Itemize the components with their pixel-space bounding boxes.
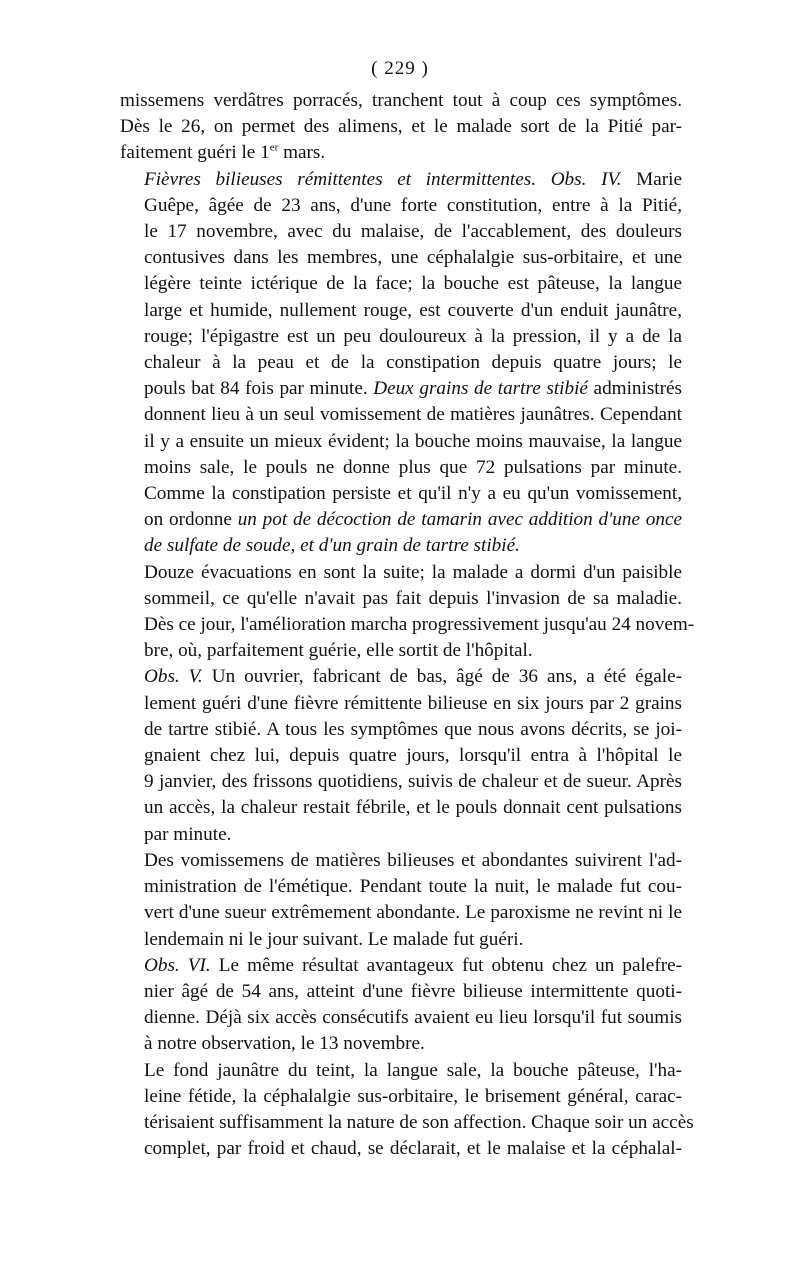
text-line: leine fétide, la céphalalgie sus-orbitaire, le brisement général, carac- xyxy=(144,1085,682,1107)
text-line xyxy=(120,167,682,193)
text-line: bre, où, parfaitement guérie, elle sortit de l'hôpital. xyxy=(144,640,533,662)
text-line: le 17 novembre, avec du malaise, de l'accablement, des douleurs xyxy=(144,221,682,243)
text-line: légère teinte ictérique de la face; la bouche est pâteuse, la langue xyxy=(144,273,682,295)
text-line: rouge; l'épigastre est un peu douloureux à la pression, il y a de la xyxy=(144,325,682,347)
paragraph-continuation xyxy=(120,88,682,167)
text-line: à notre observation, le 13 novembre. xyxy=(144,1033,425,1055)
text-line: missemens verdâtres porracés, tranchent tout à coup ces symptômes. xyxy=(120,90,682,111)
text-line: lendemain ni le jour suivant. Le malade fut guéri. xyxy=(144,928,524,950)
text-line: térisaient suffisamment la nature de son affection. Chaque soir un accès xyxy=(144,1111,694,1133)
text-line: par minute. xyxy=(144,823,232,845)
text-line: il y a ensuite un mieux évident; la bouche moins mauvaise, la langue xyxy=(144,430,682,452)
text-line: contusives dans les membres, une céphalalgie sus-orbitaire, et une xyxy=(144,247,682,269)
text-line: large et humide, nullement rouge, est couverte d'un enduit jaunâtre, xyxy=(144,299,682,321)
text-fragment: on ordonne xyxy=(144,509,238,531)
text-line: 9 janvier, des frissons quotidiens, suivis de chaleur et de sueur. Après xyxy=(144,771,682,793)
text-line: nier âgé de 54 ans, atteint d'une fièvre bilieuse intermittente quoti- xyxy=(144,980,682,1002)
paragraph xyxy=(120,848,682,953)
paragraph xyxy=(120,560,695,665)
obs-label: Obs. IV. xyxy=(550,168,622,190)
text-line: complet, par froid et chaud, se déclarait, et le malaise et la céphalal- xyxy=(144,1138,682,1160)
italic-fragment: un pot de décoction de tamarin avec addition d'une once xyxy=(237,509,682,531)
text-fragment: Un ouvrier, fabricant de bas, âgé de 36 ans, a été égale- xyxy=(202,666,682,688)
paragraph-obs-vi xyxy=(120,953,682,1058)
page-number: ( 229 ) xyxy=(371,58,429,79)
text-fragment: faitement guéri le 1 xyxy=(120,142,270,164)
italic-fragment: Deux grains de tartre stibié xyxy=(373,378,588,400)
text-fragment: mars. xyxy=(278,142,326,164)
text-line: Dès le 26, on permet des alimens, et le malade sort de la Pitié par- xyxy=(120,116,682,138)
text-line: Comme la constipation persiste et qu'il n'y a eu qu'un vomissement, xyxy=(144,483,682,505)
text-line xyxy=(120,140,682,166)
text-line: ministration de l'émétique. Pendant toute la nuit, le malade fut cou- xyxy=(144,876,682,898)
text-line: Le fond jaunâtre du teint, la langue sale, la bouche pâteuse, l'ha- xyxy=(144,1059,682,1081)
text-line xyxy=(120,953,682,979)
text-line: chaleur à la peau et de la constipation depuis quatre jours; le xyxy=(144,352,682,374)
text-line: lement guéri d'une fièvre rémittente bilieuse en six jours par 2 grains xyxy=(144,692,682,714)
text-fragment: Le même résultat avantageux fut obtenu chez un palefre- xyxy=(210,954,683,976)
obs-label: Obs. VI. xyxy=(144,954,211,976)
text-line xyxy=(120,507,682,533)
text-fragment: Marie xyxy=(621,168,682,190)
text-line: donnent lieu à un seul vomissement de matières jaunâtres. Cependant xyxy=(144,404,682,426)
text-line: sommeil, ce qu'elle n'avait pas fait depuis l'invasion de sa maladie. xyxy=(144,587,682,609)
paragraph-obs-v xyxy=(120,664,682,847)
text-line: un accès, la chaleur restait fébrile, et le pouls donnait cent pulsations xyxy=(144,797,682,819)
text-fragment: administrés xyxy=(587,378,683,400)
italic-fragment: de sulfate de soude, et d'un grain de tartre stibié. xyxy=(144,535,520,557)
text-line: moins sale, le pouls ne donne plus que 72 pulsations par minute. xyxy=(144,456,682,478)
paragraph xyxy=(120,1058,694,1163)
superscript-er: er xyxy=(269,142,279,155)
text-line: Des vomissemens de matières bilieuses et abondantes suivirent l'ad- xyxy=(144,849,682,871)
text-line: Douze évacuations en sont la suite; la malade a dormi d'un paisible xyxy=(144,561,682,583)
obs-label: Obs. V. xyxy=(144,666,203,688)
text-fragment: pouls bat 84 fois par minute. xyxy=(144,378,374,400)
text-line: dienne. Déjà six accès consécutifs avaient eu lieu lorsqu'il fut soumis xyxy=(144,1007,682,1029)
paragraph-obs-iv xyxy=(120,167,682,560)
text-line: Dès ce jour, l'amélioration marcha progressivement jusqu'au 24 novem- xyxy=(144,614,695,636)
page-text xyxy=(120,88,695,1162)
text-line xyxy=(120,533,682,559)
text-line xyxy=(120,376,682,402)
section-heading: Fièvres bilieuses rémittentes et intermittentes. xyxy=(144,168,537,190)
text-line: gnaient chez lui, depuis quatre jours, lorsqu'il entra à l'hôpital le xyxy=(144,745,682,767)
text-line: de tartre stibié. A tous les symptômes que nous avons décrits, se joi- xyxy=(144,718,682,740)
text-line: vert d'une sueur extrêmement abondante. Le paroxisme ne revint ni le xyxy=(144,902,682,924)
text-line: Guêpe, âgée de 23 ans, d'une forte constitution, entre à la Pitié, xyxy=(144,194,682,216)
text-line xyxy=(120,664,682,690)
